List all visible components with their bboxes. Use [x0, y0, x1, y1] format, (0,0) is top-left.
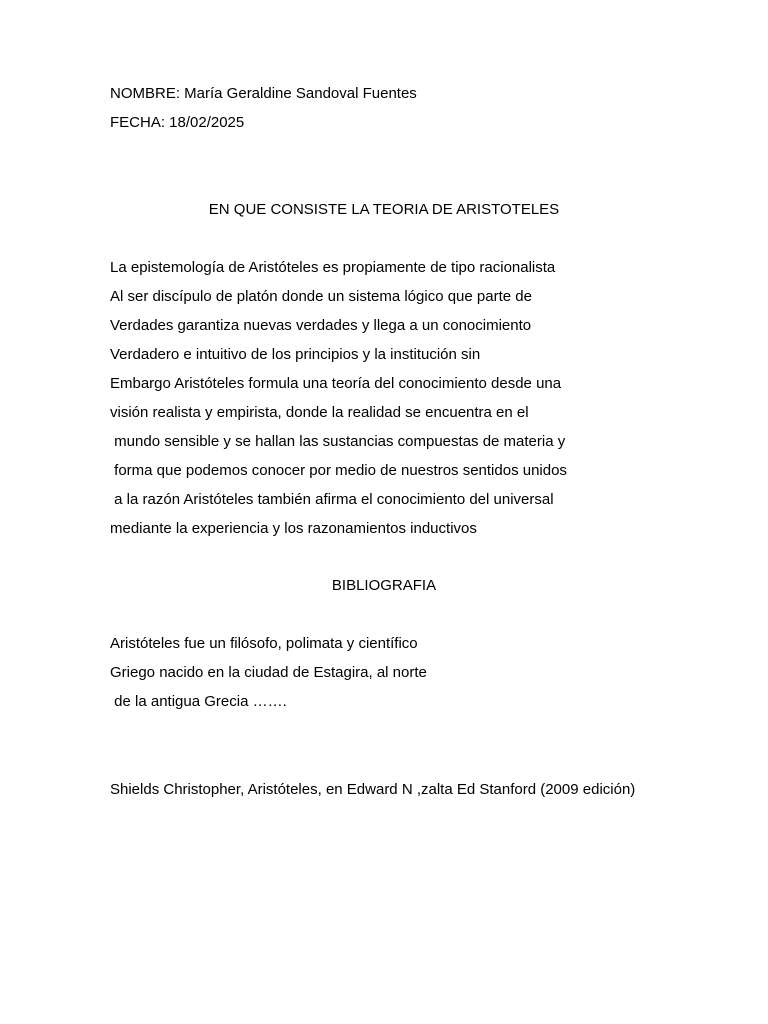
body-line: Embargo Aristóteles formula una teoría del conocimiento desde una	[110, 375, 562, 392]
body-line: Verdadero e intuitivo de los principios y la institución sin	[110, 346, 481, 363]
name-line: NOMBRE: María Geraldine Sandoval Fuentes	[110, 85, 417, 102]
body-line: Verdades garantiza nuevas verdades y llega a un conocimiento	[110, 317, 532, 334]
body-line: La epistemología de Aristóteles es propiamente de tipo racionalista	[110, 259, 556, 276]
body-line: Al ser discípulo de platón donde un sistema lógico que parte de	[110, 288, 532, 305]
bibliography-line: Aristóteles fue un filósofo, polimata y científico	[110, 635, 418, 652]
bibliography-line: Griego nacido en la ciudad de Estagira, al norte	[110, 664, 427, 681]
date-line: FECHA: 18/02/2025	[110, 114, 245, 131]
body-line: forma que podemos conocer por medio de nuestros sentidos unidos	[110, 462, 567, 479]
bibliography-line: de la antigua Grecia …….	[110, 693, 287, 710]
body-line: a la razón Aristóteles también afirma el conocimiento del universal	[110, 491, 554, 508]
citation-line: Shields Christopher, Aristóteles, en Edward N ,zalta Ed Stanford (2009 edición)	[110, 781, 636, 798]
body-line: mediante la experiencia y los razonamientos inductivos	[110, 520, 477, 537]
body-line: mundo sensible y se hallan las sustancias compuestas de materia y	[110, 433, 566, 450]
bibliography-heading: BIBLIOGRAFIA	[331, 577, 437, 594]
document-title: EN QUE CONSISTE LA TEORIA DE ARISTOTELES	[208, 201, 560, 218]
body-line: visión realista y empirista, donde la realidad se encuentra en el	[110, 404, 529, 421]
